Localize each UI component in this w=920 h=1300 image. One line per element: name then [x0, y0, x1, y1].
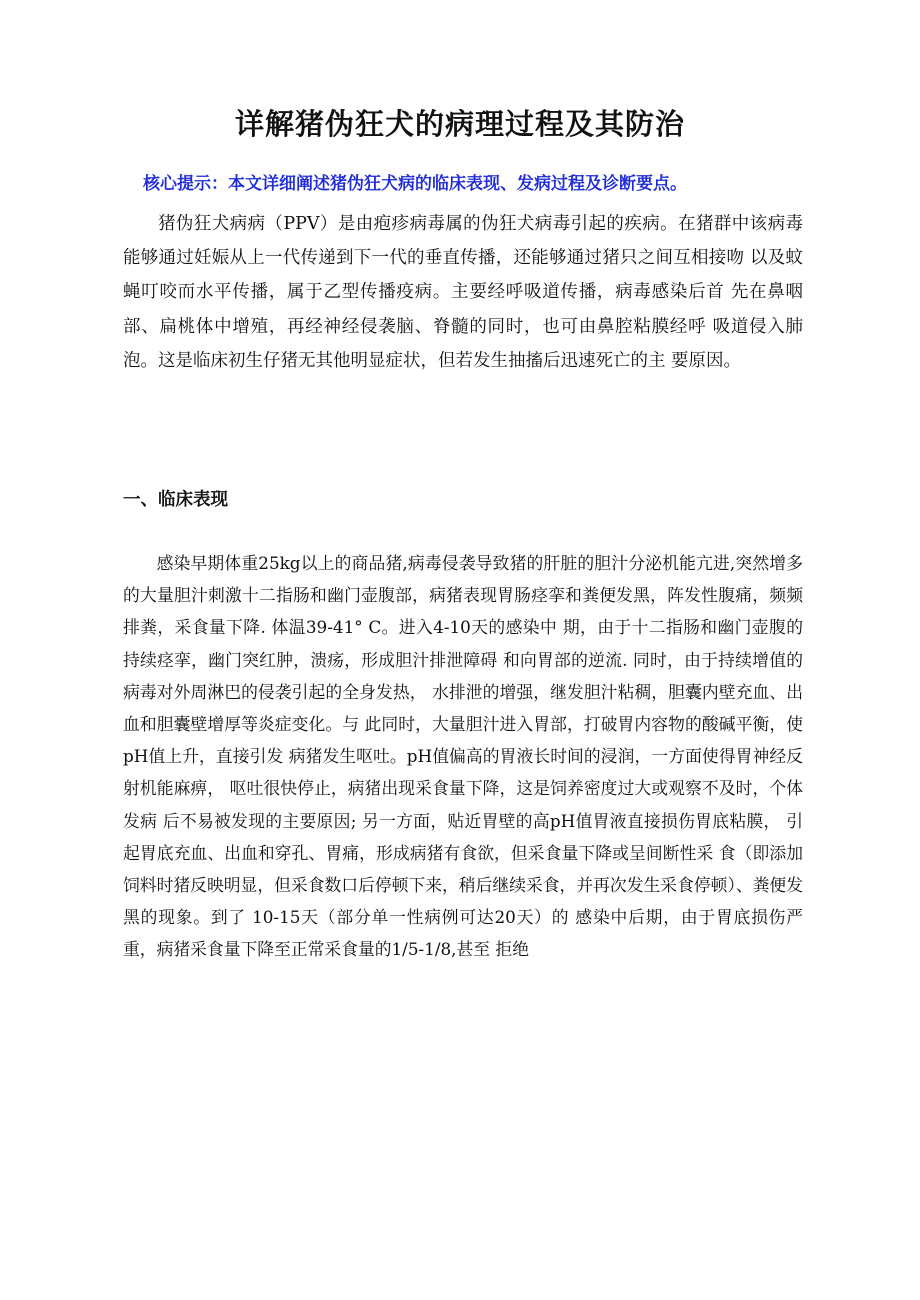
body-paragraph: 感染早期体重25kg以上的商品猪,病毒侵袭导致猪的肝脏的胆汁分泌机能亢进,突然增多的大量胆汁刺激十二指肠和幽门壶腹部，病猪表现胃肠痉挛和粪便发黑，阵发性腹痛，频频排粪，采食量下降. 体温39-41° C。进入4-10天的感染中 期，由于十二指肠和幽门壶腹的持续痉挛，幽门突红肿，溃疡，形成胆汁排泄障碍 和向胃部的逆流. 同时，由于持续增值的病毒对外周淋巴的侵袭引起的全身发热， 水排泄的增强，继发胆汁粘稠，胆囊内壁充血、出血和胆囊壁增厚等炎症变化。与 此同时，大量胆汁进入胃部，打破胃内容物的酸碱平衡，使pH值上升，直接引发 病猪发生呕吐。pH值偏高的胃液长时间的浸润，一方面使得胃神经反射机能麻痹， 呕吐很快停止，病猪出现采食量下降，这是饲养密度过大或观察不及时，个体发病 后不易被发现的主要原因; 另一方面，贴近胃壁的高pH值胃液直接损伤胃底粘膜， 引起胃底充血、出血和穿孔、胃痛，形成病猪有食欲，但采食量下降或呈间断性采 食（即添加饲料时猪反映明显，但采食数口后停顿下来，稍后继续采食，并再次发生采食停顿）、粪便发黑的现象。到了 10-15天（部分单一性病例可达20天）的 感染中后期，由于胃底损伤严重，病猪采食量下降至正常采食量的1/5-1/8,甚至 拒绝	[123, 553, 803, 960]
section-heading: 一、临床表现	[123, 490, 228, 510]
summary-note: 核心提示：本文详细阐述猪伪狂犬病的临床表现、发病过程及诊断要点。	[143, 174, 687, 194]
page-title: 详解猪伪狂犬的病理过程及其防治	[234, 107, 685, 141]
intro-paragraph: 猪伪狂犬病病（PPV）是由疱疹病毒属的伪狂犬病毒引起的疾病。在猪群中该病毒能够通过妊娠从上一代传递到下一代的垂直传播，还能够通过猪只之间互相接吻 以及蚊蝇叮咬而水平传播，属于乙型传播疫病。主要经呼吸道传播，病毒感染后首 先在鼻咽部、扁桃体中增殖，再经神经侵袭脑、脊髓的同时，也可由鼻腔粘膜经呼 吸道侵入肺泡。这是临床初生仔猪无其他明显症状，但若发生抽搐后迅速死亡的主 要原因。	[123, 214, 803, 371]
